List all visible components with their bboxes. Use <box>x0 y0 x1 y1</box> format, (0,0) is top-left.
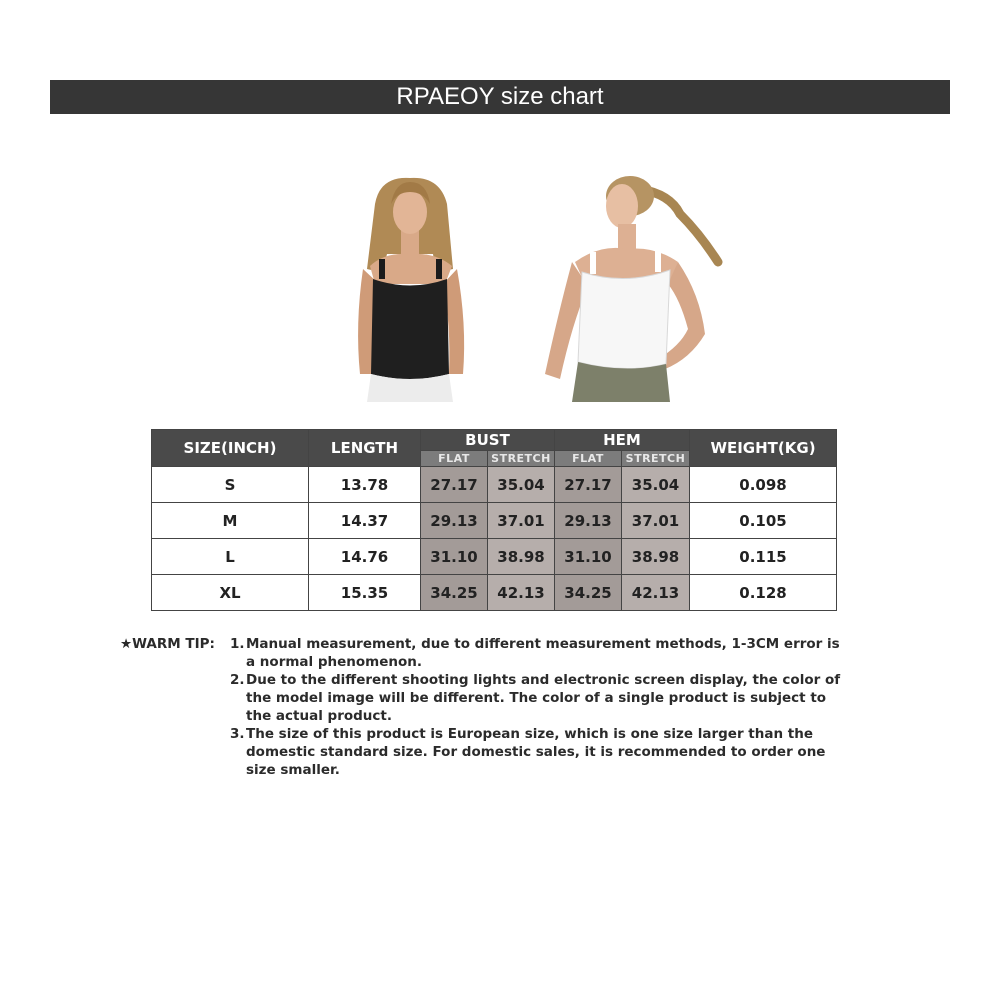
cell-hem-flat: 29.13 <box>555 503 622 539</box>
header-bust: BUST <box>421 430 555 451</box>
cell-size: M <box>152 503 309 539</box>
cell-hem-stretch: 35.04 <box>622 467 690 503</box>
warm-tip-list <box>230 635 850 779</box>
model-photo-white-tank <box>530 174 730 402</box>
cell-hem-stretch: 38.98 <box>622 539 690 575</box>
cell-bust-flat: 34.25 <box>421 575 488 611</box>
tip-text: The size of this product is European size, which is one size larger than the domestic standard size. For domestic sales, it is recommended to order one size smaller. <box>246 726 826 778</box>
header-bust-flat: FLAT <box>421 451 488 467</box>
cell-hem-stretch: 42.13 <box>622 575 690 611</box>
cell-bust-flat: 29.13 <box>421 503 488 539</box>
cell-weight: 0.128 <box>690 575 837 611</box>
cell-weight: 0.105 <box>690 503 837 539</box>
cell-size: L <box>152 539 309 575</box>
chart-title-banner <box>50 80 950 114</box>
cell-length: 14.37 <box>309 503 421 539</box>
tip-text: Due to the different shooting lights and electronic screen display, the color of the model image will be different. The color of a single product is subject to the actual product. <box>246 672 841 724</box>
table-row <box>152 575 837 611</box>
cell-bust-flat: 31.10 <box>421 539 488 575</box>
tip-number: 1. <box>230 636 245 652</box>
header-length: LENGTH <box>309 430 421 467</box>
header-weight: WEIGHT(KG) <box>690 430 837 467</box>
list-item <box>230 671 850 725</box>
cell-length: 14.76 <box>309 539 421 575</box>
table-row <box>152 503 837 539</box>
warm-tip-label: ★WARM TIP: <box>120 636 215 652</box>
header-hem-flat: FLAT <box>555 451 622 467</box>
cell-length: 13.78 <box>309 467 421 503</box>
model-photo-black-tank <box>335 174 485 402</box>
cell-hem-flat: 31.10 <box>555 539 622 575</box>
tip-number: 3. <box>230 726 245 742</box>
cell-length: 15.35 <box>309 575 421 611</box>
list-item <box>230 725 850 779</box>
header-hem: HEM <box>555 430 690 451</box>
size-table <box>151 429 837 611</box>
cell-size: S <box>152 467 309 503</box>
cell-weight: 0.098 <box>690 467 837 503</box>
cell-size: XL <box>152 575 309 611</box>
list-item <box>230 635 850 671</box>
tip-number: 2. <box>230 672 245 688</box>
cell-bust-flat: 27.17 <box>421 467 488 503</box>
header-hem-stretch: STRETCH <box>622 451 690 467</box>
cell-bust-stretch: 38.98 <box>488 539 555 575</box>
cell-weight: 0.115 <box>690 539 837 575</box>
table-row <box>152 467 837 503</box>
cell-bust-stretch: 42.13 <box>488 575 555 611</box>
cell-hem-flat: 27.17 <box>555 467 622 503</box>
cell-hem-stretch: 37.01 <box>622 503 690 539</box>
cell-bust-stretch: 35.04 <box>488 467 555 503</box>
cell-hem-flat: 34.25 <box>555 575 622 611</box>
header-bust-stretch: STRETCH <box>488 451 555 467</box>
table-row <box>152 539 837 575</box>
cell-bust-stretch: 37.01 <box>488 503 555 539</box>
tip-text: Manual measurement, due to different measurement methods, 1-3CM error is a normal phenomenon. <box>246 636 840 670</box>
chart-title: RPAEOY size chart <box>396 83 604 110</box>
header-size: SIZE(INCH) <box>152 430 309 467</box>
